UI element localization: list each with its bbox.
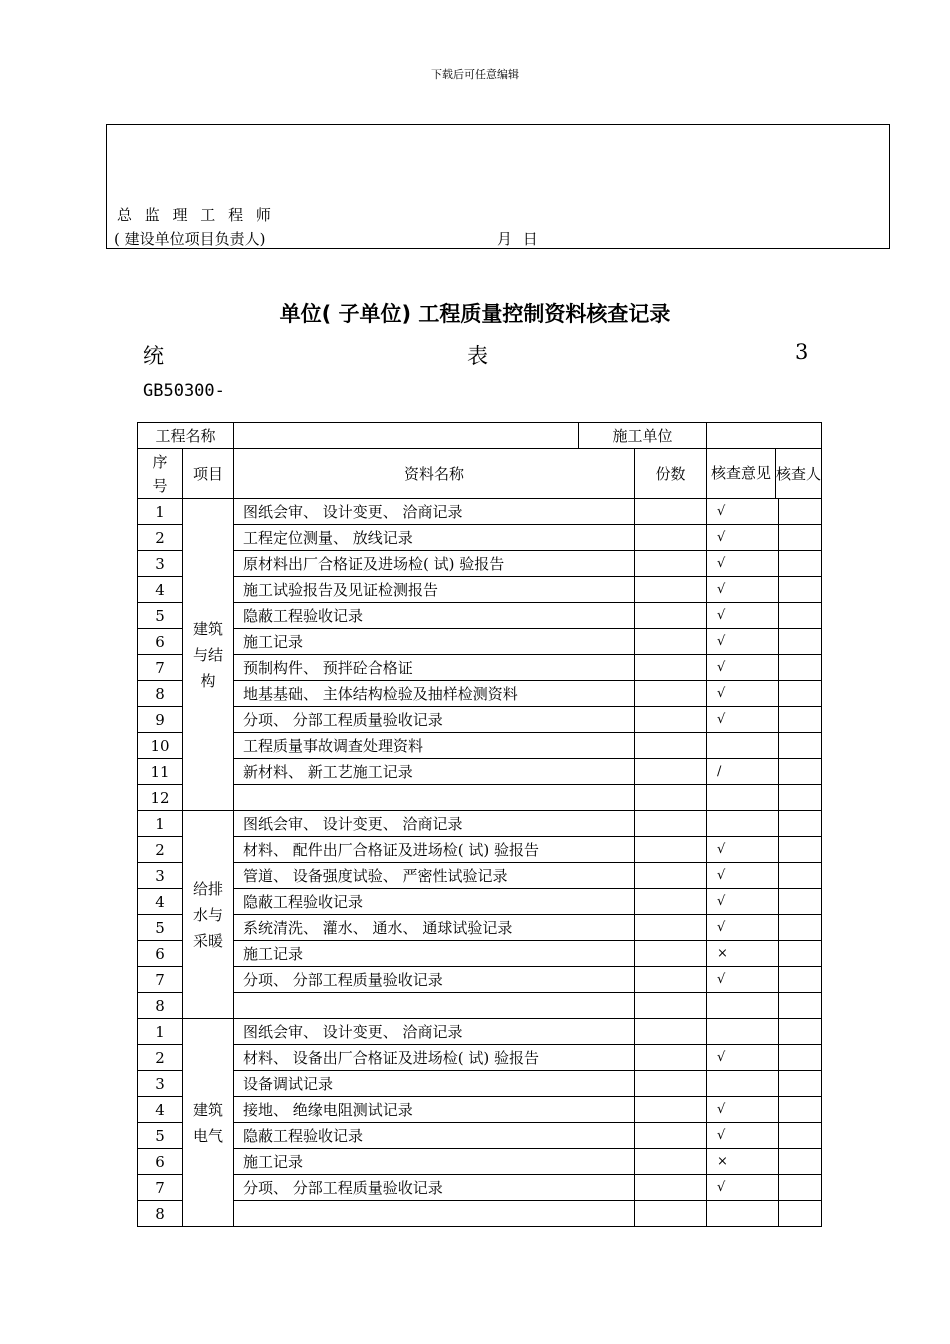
opinion-checker-cell	[707, 837, 822, 863]
table-row	[138, 707, 822, 733]
copies-cell[interactable]	[635, 655, 707, 681]
table-row	[138, 993, 822, 1019]
copies-cell[interactable]	[635, 551, 707, 577]
header-seq: 序号	[138, 449, 183, 499]
table-row	[138, 681, 822, 707]
document-name	[234, 993, 635, 1019]
document-name: 工程定位测量、 放线记录	[234, 525, 635, 551]
document-name: 图纸会审、 设计变更、 洽商记录	[234, 1019, 635, 1045]
document-name: 分项、 分部工程质量验收记录	[234, 707, 635, 733]
document-name: 隐蔽工程验收记录	[234, 889, 635, 915]
subtitle-right: 3	[795, 340, 809, 364]
copies-cell[interactable]	[635, 681, 707, 707]
row-number: 5	[138, 603, 183, 629]
copies-cell[interactable]	[635, 785, 707, 811]
table-row	[138, 655, 822, 681]
copies-cell[interactable]	[635, 733, 707, 759]
copies-cell[interactable]	[635, 603, 707, 629]
table-row	[138, 889, 822, 915]
document-name: 管道、 设备强度试验、 严密性试验记录	[234, 863, 635, 889]
row-number: 5	[138, 1123, 183, 1149]
table-row	[138, 733, 822, 759]
document-name: 施工记录	[234, 629, 635, 655]
table-row	[138, 1045, 822, 1071]
project-name-label: 工程名称	[138, 423, 234, 449]
table-row	[138, 1097, 822, 1123]
check-opinion[interactable]: √	[707, 577, 779, 602]
check-opinion[interactable]	[707, 1201, 779, 1226]
owner-representative-label: ( 建设单位项目负责人)	[114, 230, 266, 248]
copies-cell[interactable]	[635, 577, 707, 603]
opinion-checker-cell	[707, 967, 822, 993]
table-row	[138, 577, 822, 603]
check-opinion[interactable]	[707, 1019, 779, 1044]
copies-cell[interactable]	[635, 811, 707, 837]
check-opinion[interactable]: √	[707, 603, 779, 628]
copies-cell[interactable]	[635, 629, 707, 655]
copies-cell[interactable]	[635, 1201, 707, 1227]
row-number: 8	[138, 993, 183, 1019]
opinion-checker-cell	[707, 759, 822, 785]
row-number: 2	[138, 525, 183, 551]
table-row	[138, 551, 822, 577]
table-row	[138, 1201, 822, 1227]
subtitle-middle: 表	[467, 344, 488, 368]
document-name: 分项、 分部工程质量验收记录	[234, 967, 635, 993]
row-number: 4	[138, 889, 183, 915]
table-row	[138, 1071, 822, 1097]
opinion-checker-cell	[707, 941, 822, 967]
document-name: 预制构件、 预拌砼合格证	[234, 655, 635, 681]
row-number: 8	[138, 681, 183, 707]
copies-cell[interactable]	[635, 889, 707, 915]
document-name	[234, 785, 635, 811]
table-row	[138, 863, 822, 889]
document-name: 工程质量事故调查处理资料	[234, 733, 635, 759]
copies-cell[interactable]	[635, 1149, 707, 1175]
row-number: 7	[138, 967, 183, 993]
document-name: 系统清洗、 灌水、 通水、 通球试验记录	[234, 915, 635, 941]
check-opinion[interactable]: √	[707, 655, 779, 680]
header-opinion-checker	[707, 449, 822, 499]
page-title: 单位( 子单位) 工程质量控制资料核查记录	[279, 302, 671, 326]
row-number: 3	[138, 1071, 183, 1097]
header-check-opinion: 核查意见	[707, 449, 776, 498]
standard-code: GB50300-	[143, 381, 225, 401]
opinion-checker-cell	[707, 811, 822, 837]
table-row	[138, 1019, 822, 1045]
row-number: 5	[138, 915, 183, 941]
document-name: 隐蔽工程验收记录	[234, 1123, 635, 1149]
document-name: 施工记录	[234, 941, 635, 967]
opinion-checker-cell	[707, 993, 822, 1019]
table-row	[138, 915, 822, 941]
project-name-value[interactable]	[234, 423, 579, 449]
opinion-checker-cell	[707, 629, 822, 655]
row-number: 2	[138, 1045, 183, 1071]
opinion-checker-cell	[707, 915, 822, 941]
document-name: 施工记录	[234, 1149, 635, 1175]
checklist-table	[137, 422, 822, 1227]
document-name: 图纸会审、 设计变更、 洽商记录	[234, 499, 635, 525]
opinion-checker-cell	[707, 551, 822, 577]
table-row	[138, 759, 822, 785]
opinion-checker-cell	[707, 1149, 822, 1175]
check-opinion[interactable]: √	[707, 551, 779, 576]
check-opinion[interactable]: √	[707, 629, 779, 654]
opinion-checker-cell	[707, 707, 822, 733]
table-row	[138, 811, 822, 837]
copies-cell[interactable]	[635, 707, 707, 733]
opinion-checker-cell	[707, 655, 822, 681]
check-opinion[interactable]	[707, 785, 779, 810]
subtitle-left: 统	[143, 344, 164, 368]
category-cell	[183, 811, 234, 1019]
table-row	[138, 499, 822, 525]
row-number: 10	[138, 733, 183, 759]
check-opinion[interactable]: √	[707, 1123, 779, 1148]
check-opinion[interactable]: √	[707, 681, 779, 706]
copies-cell[interactable]	[635, 499, 707, 525]
project-info-row	[138, 423, 822, 449]
row-number: 1	[138, 499, 183, 525]
opinion-checker-cell	[707, 1201, 822, 1227]
table-row	[138, 967, 822, 993]
opinion-checker-cell	[707, 1071, 822, 1097]
opinion-checker-cell	[707, 733, 822, 759]
opinion-checker-cell	[707, 785, 822, 811]
header-doc-name: 资料名称	[234, 449, 635, 499]
check-opinion[interactable]	[707, 993, 779, 1018]
header-checker: 核查人	[776, 465, 822, 483]
table-row	[138, 837, 822, 863]
header-copies: 份数	[635, 449, 707, 499]
check-opinion[interactable]: /	[707, 759, 779, 784]
opinion-checker-cell	[707, 603, 822, 629]
check-opinion[interactable]: √	[707, 499, 779, 524]
check-opinion[interactable]	[707, 733, 779, 758]
checklist-body	[138, 423, 822, 1227]
table-row	[138, 941, 822, 967]
check-opinion[interactable]: √	[707, 1097, 779, 1122]
document-name: 分项、 分部工程质量验收记录	[234, 1175, 635, 1201]
row-number: 11	[138, 759, 183, 785]
opinion-checker-cell	[707, 577, 822, 603]
copies-cell[interactable]	[635, 525, 707, 551]
table-row	[138, 1175, 822, 1201]
table-row	[138, 1149, 822, 1175]
category-label: 建筑与结构	[192, 619, 223, 690]
document-name: 隐蔽工程验收记录	[234, 603, 635, 629]
row-number: 12	[138, 785, 183, 811]
row-number: 3	[138, 863, 183, 889]
copies-cell[interactable]	[635, 993, 707, 1019]
check-opinion[interactable]: ×	[707, 1149, 779, 1174]
opinion-checker-cell	[707, 525, 822, 551]
row-number: 1	[138, 1019, 183, 1045]
category-cell	[183, 499, 234, 811]
check-opinion[interactable]: √	[707, 1045, 779, 1070]
copies-cell[interactable]	[635, 1019, 707, 1045]
document-name: 施工试验报告及见证检测报告	[234, 577, 635, 603]
check-opinion[interactable]: √	[707, 967, 779, 992]
document-name: 原材料出厂合格证及进场检( 试) 验报告	[234, 551, 635, 577]
row-number: 6	[138, 1149, 183, 1175]
copies-cell[interactable]	[635, 863, 707, 889]
copies-cell[interactable]	[635, 1175, 707, 1201]
check-opinion[interactable]: √	[707, 525, 779, 550]
row-number: 4	[138, 577, 183, 603]
header-note: 下载后可任意编辑	[431, 68, 519, 81]
row-number: 6	[138, 941, 183, 967]
opinion-checker-cell	[707, 1123, 822, 1149]
category-label: 给排水与采暖	[192, 879, 223, 950]
opinion-checker-cell	[707, 863, 822, 889]
category-cell	[183, 1019, 234, 1227]
row-number: 1	[138, 811, 183, 837]
copies-cell[interactable]	[635, 759, 707, 785]
opinion-checker-cell	[707, 1097, 822, 1123]
document-name: 设备调试记录	[234, 1071, 635, 1097]
opinion-checker-cell	[707, 1175, 822, 1201]
copies-cell[interactable]	[635, 1123, 707, 1149]
copies-cell[interactable]	[635, 915, 707, 941]
document-name: 新材料、 新工艺施工记录	[234, 759, 635, 785]
copies-cell[interactable]	[635, 1045, 707, 1071]
row-number: 4	[138, 1097, 183, 1123]
check-opinion[interactable]: √	[707, 837, 779, 862]
check-opinion[interactable]: √	[707, 1175, 779, 1200]
check-opinion[interactable]	[707, 811, 779, 836]
opinion-checker-cell	[707, 499, 822, 525]
check-opinion[interactable]: ×	[707, 941, 779, 966]
document-name: 接地、 绝缘电阻测试记录	[234, 1097, 635, 1123]
signature-box	[106, 124, 890, 249]
check-opinion[interactable]: √	[707, 863, 779, 888]
category-label: 建筑电气	[192, 1100, 223, 1145]
copies-cell[interactable]	[635, 837, 707, 863]
table-row	[138, 629, 822, 655]
check-opinion[interactable]: √	[707, 889, 779, 914]
row-number: 9	[138, 707, 183, 733]
check-opinion[interactable]: √	[707, 915, 779, 940]
row-number: 3	[138, 551, 183, 577]
opinion-checker-cell	[707, 681, 822, 707]
table-row	[138, 1123, 822, 1149]
construction-unit-label: 施工单位	[579, 423, 707, 449]
row-number: 2	[138, 837, 183, 863]
table-row	[138, 785, 822, 811]
document-name: 图纸会审、 设计变更、 洽商记录	[234, 811, 635, 837]
opinion-checker-cell	[707, 1045, 822, 1071]
row-number: 7	[138, 1175, 183, 1201]
copies-cell[interactable]	[635, 1097, 707, 1123]
signature-date: 月 日	[497, 230, 538, 248]
check-opinion[interactable]: √	[707, 707, 779, 732]
copies-cell[interactable]	[635, 1071, 707, 1097]
table-row	[138, 525, 822, 551]
table-row	[138, 603, 822, 629]
copies-cell[interactable]	[635, 967, 707, 993]
row-number: 8	[138, 1201, 183, 1227]
row-number: 6	[138, 629, 183, 655]
header-row	[138, 449, 822, 499]
header-item: 项目	[183, 449, 234, 499]
check-opinion[interactable]	[707, 1071, 779, 1096]
opinion-checker-cell	[707, 889, 822, 915]
copies-cell[interactable]	[635, 941, 707, 967]
chief-supervisor-label: 总 监 理 工 程 师	[117, 206, 275, 224]
row-number: 7	[138, 655, 183, 681]
document-name: 地基基础、 主体结构检验及抽样检测资料	[234, 681, 635, 707]
opinion-checker-cell	[707, 1019, 822, 1045]
document-name: 材料、 配件出厂合格证及进场检( 试) 验报告	[234, 837, 635, 863]
construction-unit-value[interactable]	[707, 423, 822, 449]
document-name	[234, 1201, 635, 1227]
document-name: 材料、 设备出厂合格证及进场检( 试) 验报告	[234, 1045, 635, 1071]
